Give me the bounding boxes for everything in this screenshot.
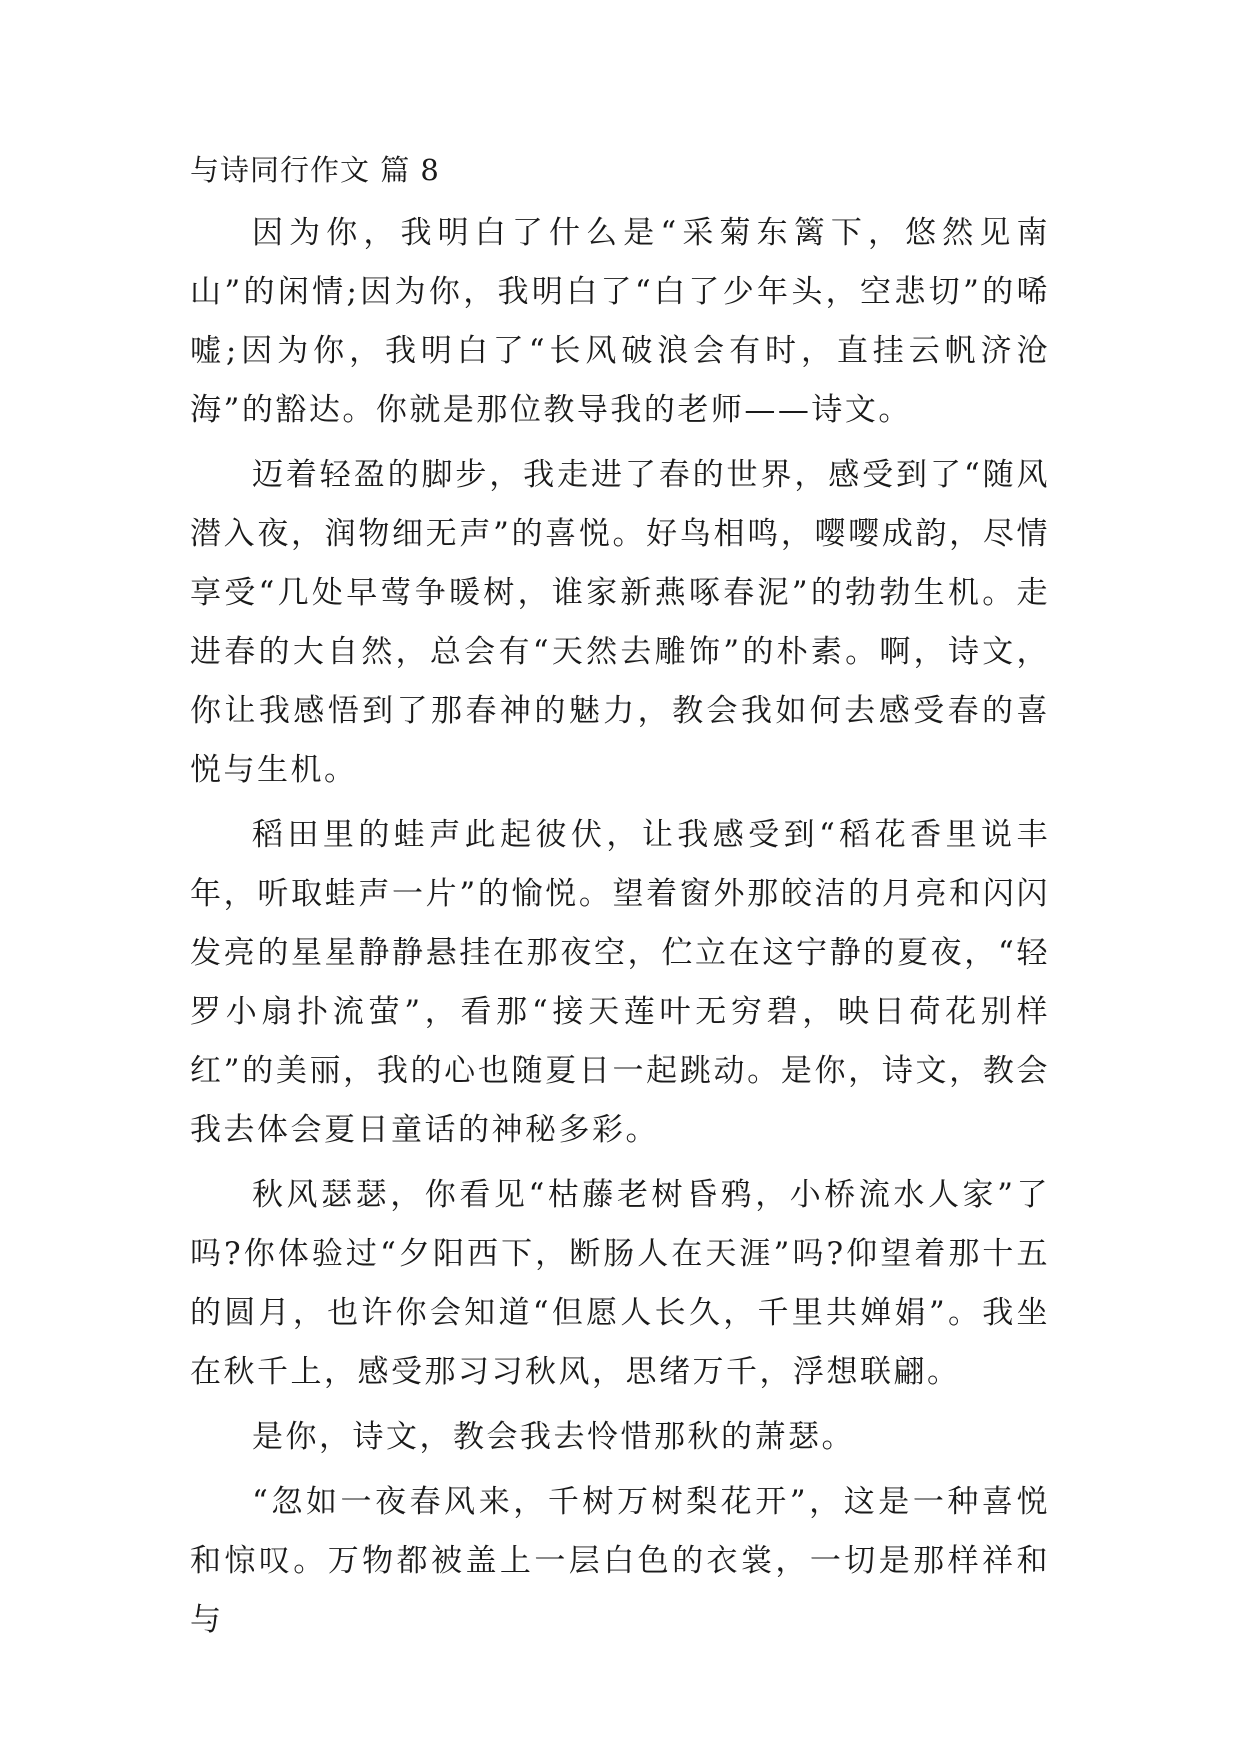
paragraph-5: 是你，诗文，教会我去怜惜那秋的萧瑟。 [252,1419,855,1455]
paragraph-4: 秋风瑟瑟，你看见“枯藤老树昏鸦，小桥流水人家”了吗?你体验过“夕阳西下，断肠人在天涯”吗?仰望着那十五的圆月，也许你会知道“但愿人长久，千里共婵娟”。我坐在秋千上，感受那习习秋风，思绪万千，浮想联翩。 [190,1177,1050,1390]
paragraph-3: 稻田里的蛙声此起彼伏，让我感受到“稻花香里说丰年，听取蛙声一片”的愉悦。望着窗外那皎洁的月亮和闪闪发亮的星星静静悬挂在那夜空，伫立在这宁静的夏夜，“轻罗小扇扑流萤”，看那“接天莲叶无穷碧，映日荷花别样红”的美丽，我的心也随夏日一起跳动。是你，诗文，教会我去体会夏日童话的神秘多彩。 [190,817,1050,1148]
paragraph-1: 因为你，我明白了什么是“采菊东篱下，悠然见南山”的闲情;因为你，我明白了“白了少年头，空悲切”的唏嘘;因为你，我明白了“长风破浪会有时，直挂云帆济沧海”的豁达。你就是那位教导我的老师——诗文。 [190,215,1050,428]
paragraph-2: 迈着轻盈的脚步，我走进了春的世界，感受到了“随风潜入夜，润物细无声”的喜悦。好鸟相鸣，嘤嘤成韵，尽情享受“几处早莺争暖树，谁家新燕啄春泥”的勃勃生机。走进春的大自然，总会有“天然去雕饰”的朴素。啊，诗文，你让我感悟到了那春神的魅力，教会我如何去感受春的喜悦与生机。 [190,457,1050,788]
page-title: 与诗同行作文 篇 8 [190,153,440,187]
paragraph-6: “忽如一夜春风来，千树万树梨花开”，这是一种喜悦和惊叹。万物都被盖上一层白色的衣裳，一切是那样祥和与 [190,1484,1050,1638]
document-page [190,150,1050,1656]
